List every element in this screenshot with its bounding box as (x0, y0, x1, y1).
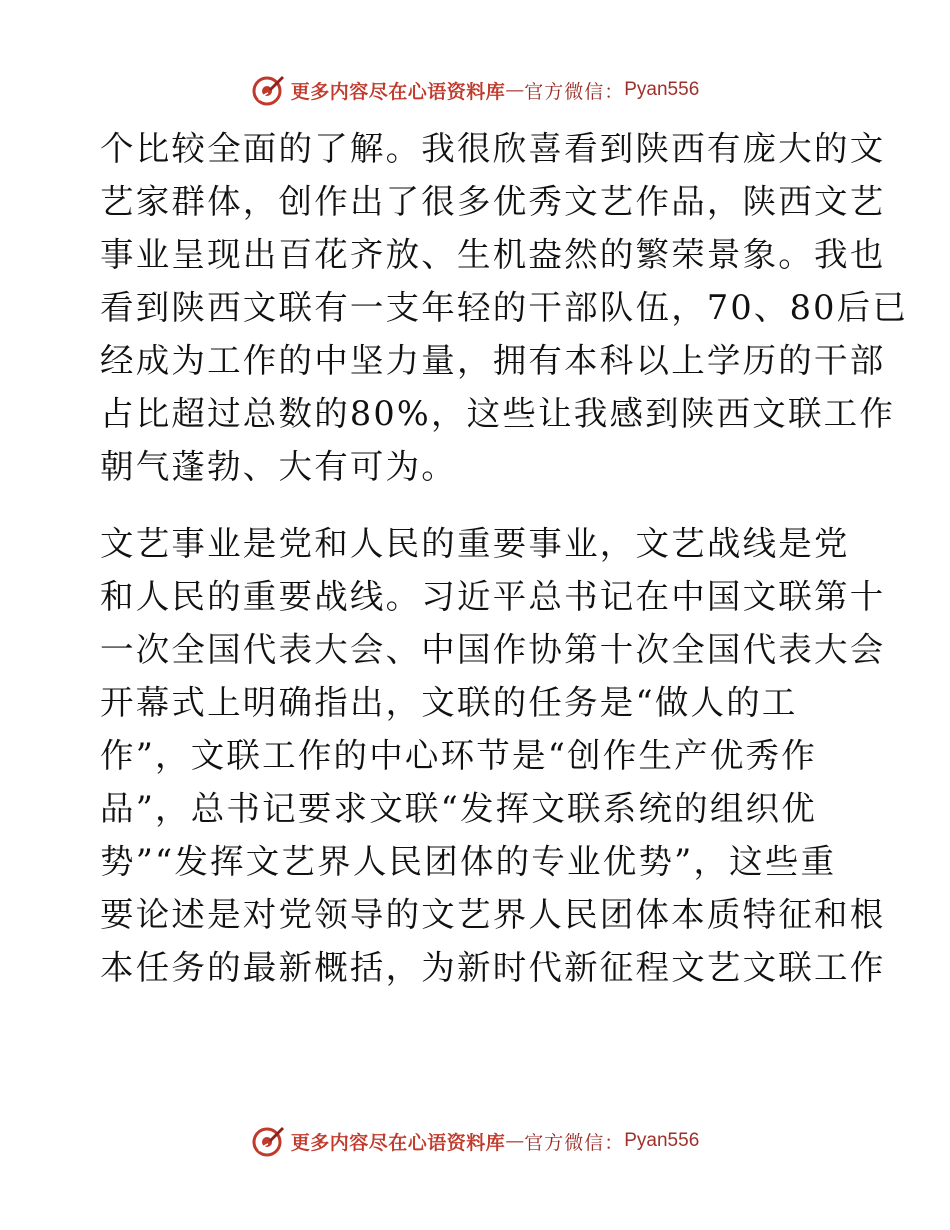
text-line: 占比超过总数的80%，这些让我感到陕西文联工作 (100, 394, 896, 433)
header-brand-text: 更多内容尽在心语资料库 (290, 80, 506, 103)
text-line: 艺家群体，创作出了很多优秀文艺作品，陕西文艺 (100, 182, 886, 221)
footer-wechat-id: Pyan556 (624, 1130, 700, 1151)
brand-logo-icon (251, 73, 285, 107)
text-line: 品”，总书记要求文联“发挥文联系统的组织优 (100, 789, 817, 828)
brand-logo-icon (251, 1124, 285, 1158)
text-line: 文艺事业是党和人民的重要事业，文艺战线是党 (100, 524, 850, 563)
footer-separator: — (505, 1130, 525, 1152)
text-line: 个比较全面的了解。我很欣喜看到陕西有庞大的文 (100, 129, 886, 168)
text-line: 朝气蓬勃、大有可为。 (100, 447, 457, 486)
text-line: 和人民的重要战线。习近平总书记在中国文联第十 (100, 577, 886, 616)
paragraph-2 (100, 517, 886, 994)
header-separator: — (505, 79, 525, 101)
header-watermark (0, 70, 950, 110)
footer-brand-text: 更多内容尽在心语资料库 (290, 1131, 506, 1154)
text-line: 一次全国代表大会、中国作协第十次全国代表大会 (100, 630, 886, 669)
text-line: 势”“发挥文艺界人民团体的专业优势”，这些重 (100, 842, 837, 881)
paragraph-1 (100, 122, 909, 493)
footer-official-label: 官方微信： (524, 1131, 625, 1154)
text-line: 本任务的最新概括，为新时代新征程文艺文联工作 (100, 948, 886, 987)
header-official-label: 官方微信： (524, 80, 625, 103)
text-line: 作”，文联工作的中心环节是“创作生产优秀作 (100, 736, 817, 775)
text-line: 开幕式上明确指出，文联的任务是“做人的工 (100, 683, 798, 722)
text-line: 要论述是对党领导的文艺界人民团体本质特征和根 (100, 895, 886, 934)
footer-watermark (0, 1121, 950, 1161)
header-wechat-id: Pyan556 (624, 79, 700, 100)
text-line: 看到陕西文联有一支年轻的干部队伍，70、80后已 (100, 288, 909, 327)
document-body (100, 122, 909, 994)
text-line: 事业呈现出百花齐放、生机盎然的繁荣景象。我也 (100, 235, 886, 274)
text-line: 经成为工作的中坚力量，拥有本科以上学历的干部 (100, 341, 886, 380)
